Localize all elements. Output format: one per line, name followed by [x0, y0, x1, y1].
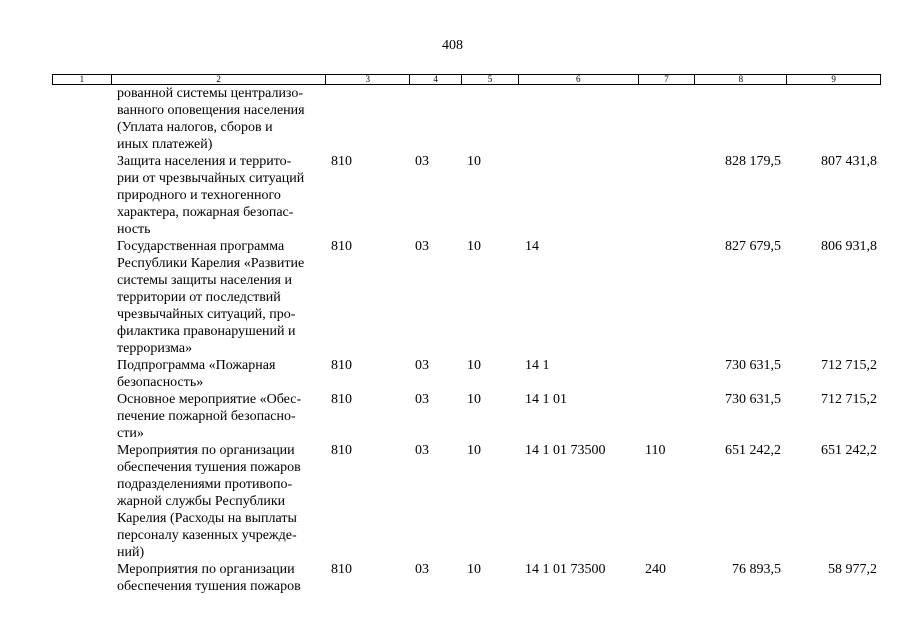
column-header: 7 — [639, 75, 696, 84]
description-line: (Уплата налогов, сборов и — [117, 120, 273, 135]
column-header: 2 — [112, 75, 326, 84]
description-line: рованной системы централизо- — [117, 86, 304, 101]
amount-year-1-cell: 651 242,2 — [725, 443, 781, 458]
row-number-cell — [52, 85, 111, 153]
column-header: 8 — [695, 75, 787, 84]
section-code-cell: 03 — [415, 358, 429, 373]
target-article-cell — [519, 153, 639, 238]
row-description — [111, 357, 326, 391]
description-line: подразделениями противопо- — [117, 477, 293, 492]
ministry-code-cell — [326, 85, 410, 153]
row-description — [111, 391, 326, 442]
description-line: сти» — [117, 426, 144, 441]
amount-year-1-cell: 76 893,5 — [732, 562, 781, 577]
description-line: Подпрограмма «Пожарная — [117, 358, 276, 373]
section-code-cell: 03 — [415, 392, 429, 407]
description-line: иных платежей) — [117, 137, 213, 152]
row-number-cell — [52, 391, 111, 442]
ministry-code-cell: 810 — [331, 154, 352, 169]
description-line: филактика правонарушений и — [117, 324, 296, 339]
description-line: Карелия (Расходы на выплаты — [117, 511, 297, 526]
table-row — [52, 357, 881, 391]
ministry-code-cell: 810 — [331, 239, 352, 254]
ministry-code-cell: 810 — [331, 443, 352, 458]
description-line: безопасность» — [117, 375, 204, 390]
description-line: персоналу казенных учрежде- — [117, 528, 297, 543]
target-article-cell: 14 1 01 73500 — [525, 562, 606, 577]
expense-type-cell: 240 — [645, 562, 666, 577]
table-row — [52, 85, 881, 153]
description-line: территории от последствий — [117, 290, 281, 305]
expense-type-cell — [639, 238, 696, 357]
column-header: 9 — [831, 74, 836, 84]
table-row — [52, 238, 881, 357]
amount-year-2-cell: 712 715,2 — [821, 392, 877, 407]
row-number-cell — [52, 153, 111, 238]
table-row — [52, 391, 881, 442]
description-line: системы защиты населения и — [117, 273, 292, 288]
target-article-cell: 14 1 — [525, 358, 550, 373]
description-line: ванного оповещения населения — [117, 103, 305, 118]
page-number: 408 — [442, 38, 463, 53]
section-code-cell: 03 — [415, 154, 429, 169]
row-description — [111, 238, 326, 357]
amount-year-2-cell — [788, 85, 881, 153]
expense-type-cell — [639, 391, 696, 442]
column-header: 3 — [326, 75, 410, 84]
description-line: жарной службы Республики — [117, 494, 286, 509]
amount-year-2-cell: 712 715,2 — [821, 358, 877, 373]
target-article-cell: 14 1 01 73500 — [525, 443, 606, 458]
row-description — [111, 153, 326, 238]
ministry-code-cell: 810 — [331, 358, 352, 373]
subsection-code-cell — [462, 85, 519, 153]
target-article-cell: 14 1 01 — [525, 392, 567, 407]
expense-type-cell — [639, 85, 696, 153]
row-description — [111, 442, 326, 561]
description-line: Мероприятия по организации — [117, 443, 295, 458]
table-row — [52, 153, 881, 238]
description-line: чрезвычайных ситуаций, про- — [117, 307, 296, 322]
ministry-code-cell: 810 — [331, 392, 352, 407]
amount-year-2-cell: 651 242,2 — [821, 443, 877, 458]
subsection-code-cell: 10 — [467, 358, 481, 373]
subsection-code-cell: 10 — [467, 443, 481, 458]
row-number-cell — [52, 357, 111, 391]
description-line: обеспечения тушения пожаров — [117, 579, 301, 594]
section-code-cell: 03 — [415, 443, 429, 458]
description-line: ний) — [117, 545, 145, 560]
target-article-cell: 14 — [525, 239, 539, 254]
subsection-code-cell: 10 — [467, 154, 481, 169]
column-header: 6 — [519, 75, 639, 84]
description-line: обеспечения тушения пожаров — [117, 460, 301, 475]
table-row — [52, 442, 881, 561]
table-body — [52, 85, 881, 595]
column-header: 5 — [462, 75, 519, 84]
expense-type-cell — [639, 357, 696, 391]
row-number-cell — [52, 442, 111, 561]
subsection-code-cell: 10 — [467, 562, 481, 577]
amount-year-1-cell: 827 679,5 — [725, 239, 781, 254]
description-line: рии от чрезвычайных ситуаций — [117, 171, 305, 186]
expense-type-cell: 110 — [645, 443, 666, 458]
amount-year-1-cell — [696, 85, 788, 153]
row-description — [111, 561, 326, 595]
description-line: Основное мероприятие «Обес- — [117, 392, 302, 407]
budget-table — [52, 74, 881, 595]
target-article-cell — [519, 85, 639, 153]
row-description — [111, 85, 326, 153]
description-line: характера, пожарная безопас- — [117, 205, 294, 220]
description-line: Защита населения и террито- — [117, 154, 292, 169]
ministry-code-cell: 810 — [331, 562, 352, 577]
section-code-cell: 03 — [415, 562, 429, 577]
expense-type-cell — [639, 153, 696, 238]
description-line: печение пожарной безопасно- — [117, 409, 296, 424]
section-code-cell — [410, 85, 462, 153]
column-header: 4 — [410, 75, 462, 84]
amount-year-1-cell: 730 631,5 — [725, 392, 781, 407]
description-line: Государственная программа — [117, 239, 285, 254]
subsection-code-cell: 10 — [467, 392, 481, 407]
amount-year-2-cell: 807 431,8 — [821, 154, 877, 169]
amount-year-1-cell: 828 179,5 — [725, 154, 781, 169]
description-line: природного и техногенного — [117, 188, 281, 203]
amount-year-2-cell: 58 977,2 — [828, 562, 877, 577]
row-number-cell — [52, 238, 111, 357]
section-code-cell: 03 — [415, 239, 429, 254]
table-row — [52, 561, 881, 595]
column-header-row — [52, 74, 881, 85]
row-number-cell — [52, 561, 111, 595]
column-header: 1 — [53, 75, 112, 84]
description-line: Республики Карелия «Развитие — [117, 256, 305, 271]
description-line: ность — [117, 222, 151, 237]
amount-year-2-cell: 806 931,8 — [821, 239, 877, 254]
description-line: терроризма» — [117, 341, 193, 356]
amount-year-1-cell: 730 631,5 — [725, 358, 781, 373]
subsection-code-cell: 10 — [467, 239, 481, 254]
description-line: Мероприятия по организации — [117, 562, 295, 577]
